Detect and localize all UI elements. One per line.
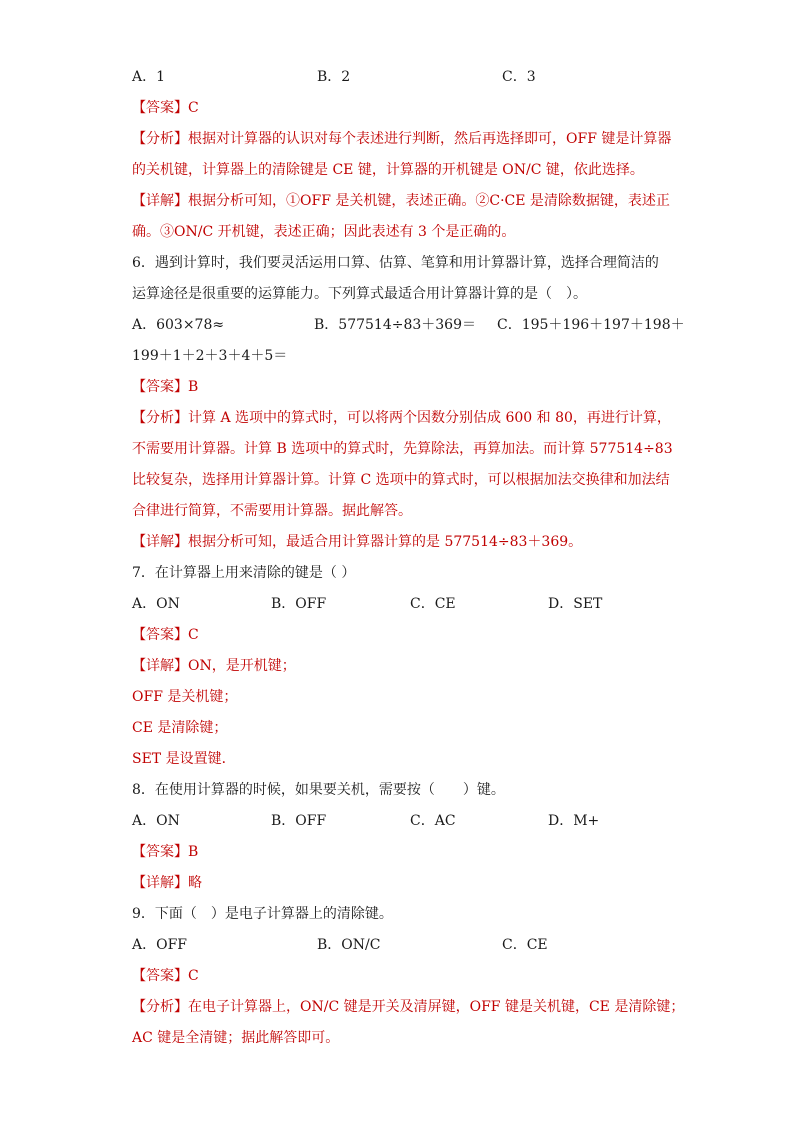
q9-analysis-line-2: AC 键是全清键；据此解答即可。 (132, 1030, 340, 1046)
q6-option-c-continued: 199＋1＋2＋3＋4＋5＝ (132, 348, 288, 364)
q5-options (132, 62, 672, 93)
q8-option-d: D．M+ (548, 813, 600, 829)
q5-option-b: B．2 (317, 69, 351, 85)
q7-option-b: B．OFF (271, 596, 327, 612)
q8-detail (132, 868, 672, 899)
q7-stem: 7．在计算器上用来清除的键是（ ） (132, 565, 356, 581)
q5-detail-line-1 (132, 186, 672, 217)
q7-detail-line-2: OFF 是关机键； (132, 689, 238, 705)
detail-text: 根据分析可知，①OFF 是关机键，表述正确。②C·CE 是清除数据键，表述正 (188, 193, 670, 209)
answer-tag: 【答案】 (132, 844, 188, 860)
q9-analysis-line-1 (132, 992, 685, 1023)
q5-option-c: C．3 (502, 69, 536, 85)
q6-analysis-line-3: 比较复杂，选择用计算器计算。计算 C 选项中的算式时，可以根据加法交换律和加法结 (132, 472, 670, 488)
q8-answer (132, 837, 672, 868)
detail-tag: 【详解】 (132, 193, 188, 209)
analysis-tag: 【分析】 (132, 410, 188, 426)
content-column (132, 62, 685, 1054)
detail-tag: 【详解】 (132, 658, 188, 674)
q9-answer (132, 961, 672, 992)
q5-answer (132, 93, 672, 124)
q9-stem: 9．下面（ ）是电子计算器上的清除键。 (132, 906, 393, 922)
q9-option-b: B．ON/C (317, 937, 381, 953)
q6-stem-line-2: 运算途径是很重要的运算能力。下列算式最适合用计算器计算的是（ ）。 (132, 286, 587, 302)
q9-options (132, 930, 672, 961)
detail-text: 根据分析可知，最适合用计算器计算的是 577514÷83＋369。 (188, 534, 583, 550)
q5-detail-line-2: 确。③ON/C 开机键，表述正确；因此表述有 3 个是正确的。 (132, 224, 516, 240)
q7-detail-line-4: SET 是设置键． (132, 751, 236, 767)
detail-text: 略 (188, 875, 202, 891)
analysis-text: 计算 A 选项中的算式时，可以将两个因数分别估成 600 和 80，再进行计算， (188, 410, 671, 426)
analysis-text: 根据对计算器的认识对每个表述进行判断，然后再选择即可，OFF 键是计算器 (188, 131, 672, 147)
q6-options (132, 310, 685, 341)
q7-option-d: D．SET (548, 596, 603, 612)
answer-tag: 【答案】 (132, 100, 188, 116)
q6-answer (132, 372, 672, 403)
answer-tag: 【答案】 (132, 968, 188, 984)
q6-detail-line-1 (132, 527, 672, 558)
detail-text: ON，是开机键； (188, 658, 296, 674)
q8-option-c: C．AC (410, 813, 456, 829)
answer-value: B (188, 379, 199, 395)
answer-value: C (188, 627, 199, 643)
answer-tag: 【答案】 (132, 627, 188, 643)
detail-tag: 【详解】 (132, 534, 188, 550)
answer-tag: 【答案】 (132, 379, 188, 395)
q7-option-a: A．ON (132, 596, 180, 612)
q5-analysis-line-2: 的关机键，计算器上的清除键是 CE 键，计算器的开机键是 ON/C 键，依此选择。 (132, 162, 644, 178)
answer-value: C (188, 968, 199, 984)
q6-option-b: B．577514÷83＋369＝ (314, 317, 476, 333)
q5-option-a: A．1 (132, 69, 166, 85)
q8-options (132, 806, 672, 837)
answer-value: B (188, 844, 199, 860)
q6-analysis-line-4: 合律进行简算，不需要用计算器。据此解答。 (132, 503, 412, 519)
detail-tag: 【详解】 (132, 875, 188, 891)
q6-option-c: C．195＋196＋197＋198＋ (497, 317, 685, 333)
analysis-tag: 【分析】 (132, 999, 188, 1015)
q9-option-c: C．CE (502, 937, 548, 953)
answer-value: C (188, 100, 199, 116)
q6-analysis-line-1 (132, 403, 672, 434)
analysis-tag: 【分析】 (132, 131, 188, 147)
q8-stem: 8．在使用计算器的时候，如果要关机，需要按（ ）键。 (132, 782, 505, 798)
q7-options (132, 589, 672, 620)
q7-detail-line-1 (132, 651, 672, 682)
q9-option-a: A．OFF (132, 937, 188, 953)
q7-detail-line-3: CE 是清除键； (132, 720, 228, 736)
q5-analysis-line-1 (132, 124, 672, 155)
analysis-text: 在电子计算器上，ON/C 键是开关及清屏键，OFF 键是关机键，CE 是清除键； (188, 999, 685, 1015)
q6-option-a: A．603×78≈ (132, 317, 225, 333)
q6-analysis-line-2: 不需要用计算器。计算 B 选项中的算式时，先算除法，再算加法。而计算 577514÷83 (132, 441, 673, 457)
q6-stem-line-1: 6．遇到计算时，我们要灵活运用口算、估算、笔算和用计算器计算，选择合理简洁的 (132, 255, 659, 271)
q7-option-c: C．CE (410, 596, 456, 612)
q8-option-a: A．ON (132, 813, 180, 829)
q8-option-b: B．OFF (271, 813, 327, 829)
q7-answer (132, 620, 672, 651)
